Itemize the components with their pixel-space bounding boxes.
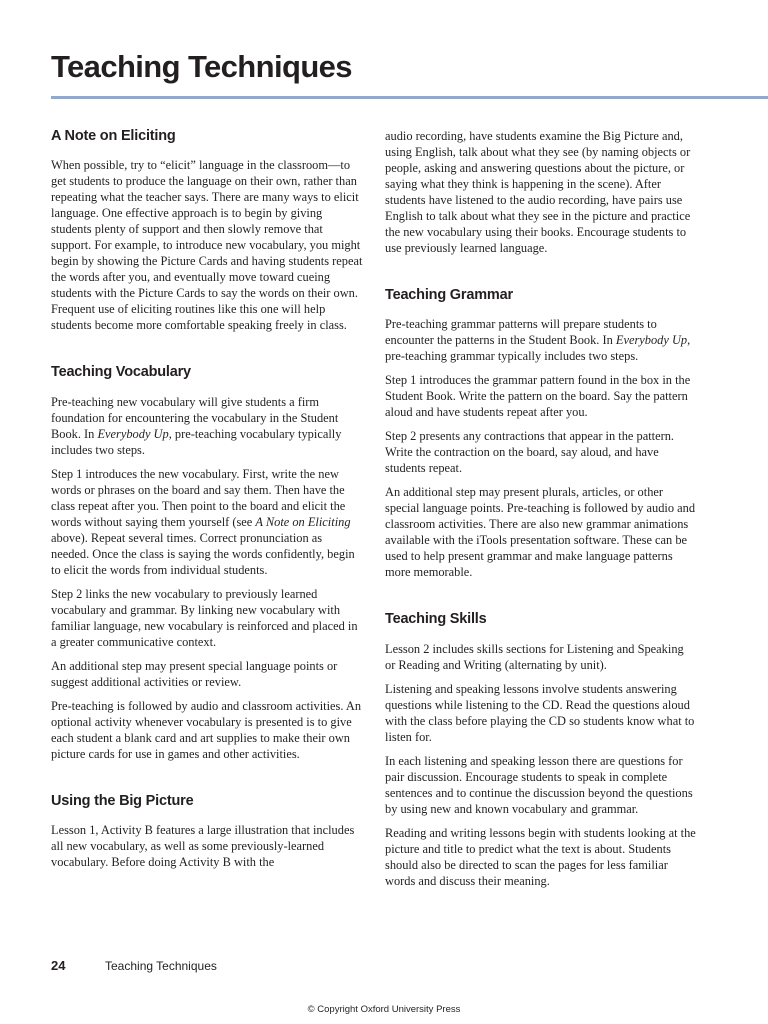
paragraph: audio recording, have students examine the Big Picture and, using English, talk about what they see (by naming objects or people, asking and answering questions about the picture, or saying what they think is happening in the scene). After students have listened to the audio recording, have pairs use English to talk about what they see in the picture and practice the new vocabulary using their books. Encourage students to use previously learned language. (385, 129, 691, 255)
paragraph: Pre-teaching grammar patterns will prepare students to encounter the patterns in the Student Book. In Everybody Up, pre-teaching grammar typically includes two steps. (385, 317, 691, 364)
page-number: 24 (51, 958, 66, 973)
book-title: Everybody Up (97, 426, 169, 441)
paragraph: An additional step may present plurals, articles, or other special language points. Pre-teaching is followed by audio and classroom activities. There are also new grammar animations available with the iTools presentation software. These can be used to help present grammar and make language patterns more memorable. (385, 485, 696, 580)
section-teaching-skills (385, 611, 697, 888)
paragraph: An additional step may present special language points or suggest additional activities or review. (51, 658, 338, 689)
paragraph: When possible, try to “elicit” language in the classroom—to get students to produce the language on their own, rather than repeating what the teacher says. There are many ways to elicit language. One effective approach is to begin by giving students plenty of support and then slowly remove that support. For example, to introduce new vocabulary, you might begin by showing the Picture Cards and having students repeat the words after you, and eventually move toward cueing students with the Picture Cards to say the words on their own. Frequent use of eliciting routines like this one will help students become more comfortable speaking freely in class. (51, 158, 363, 333)
copyright-notice: © Copyright Oxford University Press (307, 1004, 461, 1015)
cross-reference: A Note on Eliciting (255, 514, 351, 529)
paragraph: Pre-teaching new vocabulary will give students a firm foundation for encountering the vocabulary in the Student Book. In Everybody Up, pre-teaching vocabulary typically includes two steps. (51, 394, 342, 457)
paragraph: Listening and speaking lessons involve students answering questions while listening to the CD. Read the questions aloud with the class before playing the CD so students know what to listen for. (385, 681, 695, 744)
paragraph: Step 1 introduces the grammar pattern found in the box in the Student Book. Write the pattern on the board. Say the pattern aloud and have students repeat after you. (385, 373, 691, 420)
paragraph: In each listening and speaking lesson there are questions for pair discussion. Encourage students to speak in complete sentences and to continue the discussion beyond the questions by using new and known vocabulary and grammar. (385, 753, 693, 816)
section-using-big-picture (51, 793, 363, 870)
footer-section-label: Teaching Techniques (105, 959, 217, 973)
page-title: Teaching Techniques (51, 49, 352, 84)
title-rule (51, 96, 768, 99)
section-teaching-vocabulary (51, 364, 363, 761)
section-heading: Teaching Grammar (385, 287, 513, 303)
section-note-on-eliciting (51, 128, 363, 333)
paragraph: Reading and writing lessons begin with students looking at the picture and title to predict what the text is about. Students should also be directed to scan the pages for less familiar words and discuss their meaning. (385, 825, 696, 888)
paragraph: Lesson 1, Activity B features a large illustration that includes all new vocabulary, as well as some previously-learned vocabulary. Before doing Activity B with the (51, 823, 355, 870)
section-heading: Using the Big Picture (51, 792, 194, 809)
section-teaching-grammar (385, 287, 697, 580)
section-heading: Teaching Skills (385, 611, 487, 628)
book-title: Everybody Up (615, 333, 688, 348)
left-column (51, 128, 363, 878)
paragraph: Pre-teaching is followed by audio and classroom activities. An optional activity whenever vocabulary is presented is to give each student a blank card and art supplies to make their own picture cards for use in games and other activities. (51, 698, 362, 761)
section-heading: Teaching Vocabulary (51, 364, 191, 381)
paragraph: Lesson 2 includes skills sections for Listening and Speaking or Reading and Writing (alternating by unit). (385, 641, 684, 672)
section-big-picture-continued (385, 128, 697, 256)
paragraph: Step 2 links the new vocabulary to previously learned vocabulary and grammar. By linking new vocabulary with familiar language, new vocabulary is reinforced and placed in a greater communicative context. (51, 586, 358, 649)
right-column (385, 128, 697, 897)
paragraph: Step 2 presents any contractions that appear in the pattern. Write the contraction on the board, say aloud, and have students repeat. (385, 429, 675, 476)
paragraph: Step 1 introduces the new vocabulary. First, write the new words or phrases on the board and say them. Then have the class repeat after you. Then point to the board and elicit the words without saying them yourself (see A Note on Eliciting above). Repeat several times. Correct pronunciation as needed. Once the class is saying the words confidently, begin to elicit the words from individual students. (51, 466, 355, 577)
section-heading: A Note on Eliciting (51, 128, 176, 144)
